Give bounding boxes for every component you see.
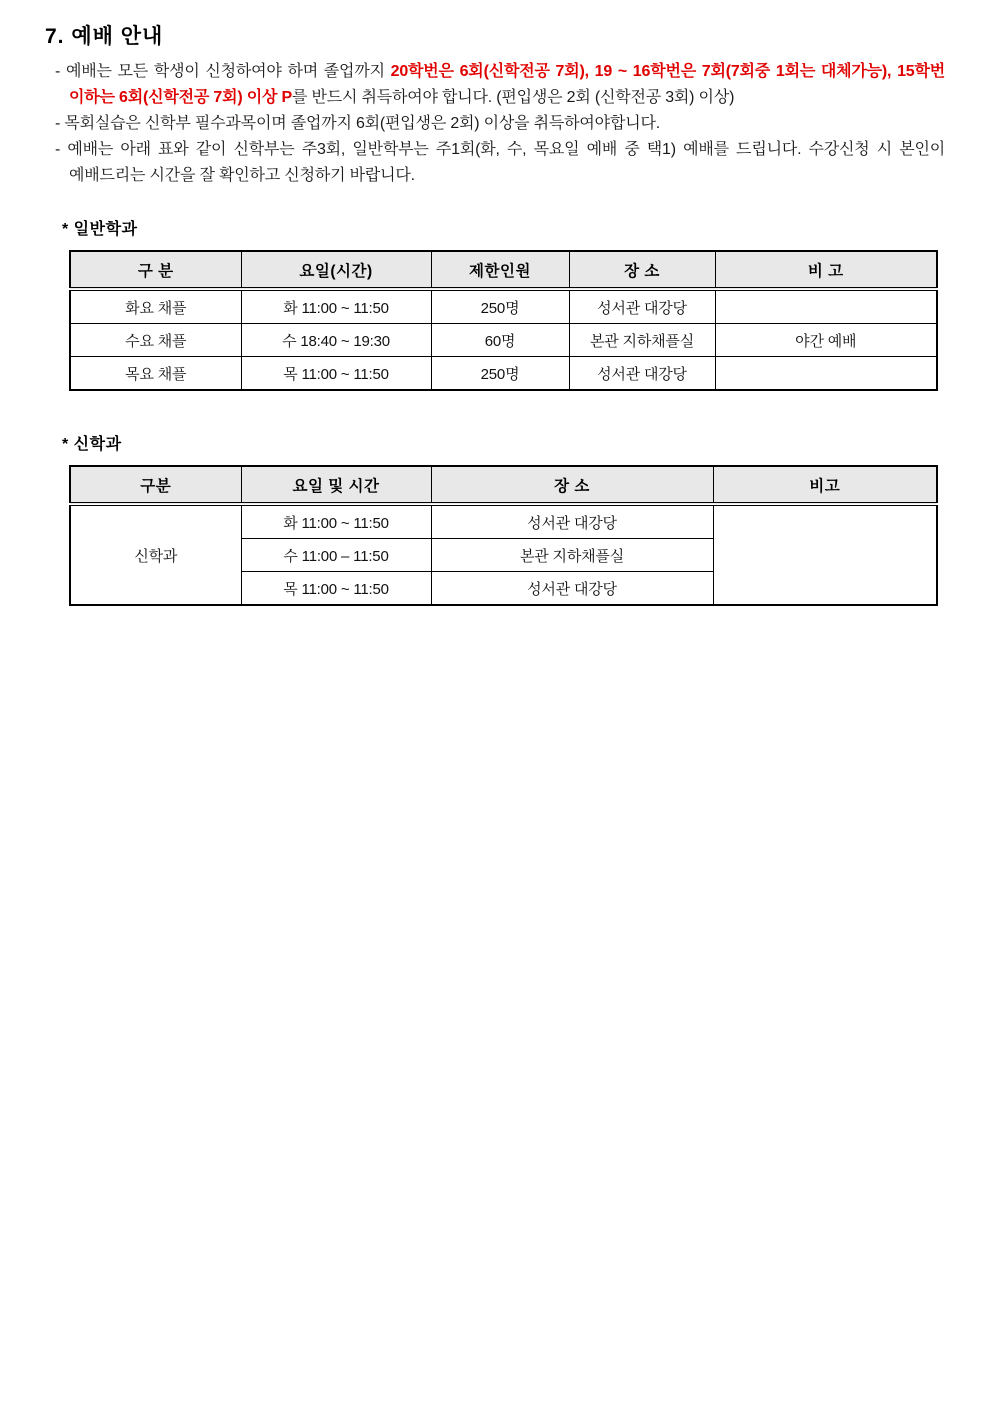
bullet-text-segment: 목회실습은 신학부 필수과목이며 졸업까지 6회(편입생은 2회) 이상을 취득하여야합니다. xyxy=(64,115,660,132)
cell-category: 목요 채플 xyxy=(70,357,241,391)
table-row-wednesday-chapel xyxy=(70,324,937,357)
theology-dept-table xyxy=(69,465,938,606)
cell-day-time: 목 11:00 ~ 11:50 xyxy=(241,572,431,606)
header-note: 비 고 xyxy=(715,251,937,289)
table-row-thursday-chapel xyxy=(70,357,937,391)
table-row-tuesday-chapel xyxy=(70,289,937,324)
cell-category: 수요 채플 xyxy=(70,324,241,357)
cell-day-time: 화 11:00 ~ 11:50 xyxy=(241,289,431,324)
cell-place: 본관 지하채플실 xyxy=(431,539,713,572)
table-row-theology-tuesday xyxy=(70,504,937,539)
bullet-dash: - xyxy=(55,63,66,80)
cell-day-time: 화 11:00 ~ 11:50 xyxy=(241,504,431,539)
document-page xyxy=(0,0,992,606)
header-capacity: 제한인원 xyxy=(431,251,569,289)
bullet-worship-requirement xyxy=(55,59,945,111)
bullet-text-segment: 예배는 아래 표와 같이 신학부는 주3회, 일반학부는 주1회(화, 수, 목요일 예배 중 택1) 예배를 드립니다. 수강신청 시 본인이 예배드리는 시간을 잘 확인하고 신청하기 바랍니다. xyxy=(67,141,946,184)
cell-capacity: 60명 xyxy=(431,324,569,357)
cell-place: 본관 지하채플실 xyxy=(569,324,715,357)
cell-capacity: 250명 xyxy=(431,289,569,324)
cell-category-merged: 신학과 xyxy=(70,504,241,605)
bullet-text-highlight: 20학번은 6회(신학전공 7회), 19 ~ 16학번은 7회(7회중 1회는 대체가능), 15학번 이하는 6회(신학전공 7회) 이상 P xyxy=(69,63,945,106)
bullet-text-segment: 예배는 모든 학생이 신청하여야 하며 졸업까지 xyxy=(65,63,391,80)
cell-day-time: 수 18:40 ~ 19:30 xyxy=(241,324,431,357)
general-dept-table xyxy=(69,250,938,391)
cell-note-merged xyxy=(713,504,937,605)
bullet-list xyxy=(55,59,945,189)
header-category: 구분 xyxy=(70,466,241,504)
header-day-time: 요일 및 시간 xyxy=(241,466,431,504)
cell-day-time: 수 11:00 – 11:50 xyxy=(241,539,431,572)
bullet-text-segment: 를 반드시 취득하여야 합니다. (편입생은 2회 (신학전공 3회) 이상) xyxy=(291,89,735,106)
cell-place: 성서관 대강당 xyxy=(569,357,715,391)
header-place: 장 소 xyxy=(569,251,715,289)
header-category: 구 분 xyxy=(70,251,241,289)
section-label-theology-dept: * 신학과 xyxy=(62,436,122,453)
table-header-row xyxy=(70,466,937,504)
cell-place: 성서관 대강당 xyxy=(431,504,713,539)
header-place: 장 소 xyxy=(431,466,713,504)
bullet-dash: - xyxy=(55,115,65,132)
cell-capacity: 250명 xyxy=(431,357,569,391)
section-label-general-dept: * 일반학과 xyxy=(62,221,138,238)
cell-note: 야간 예배 xyxy=(715,324,937,357)
table-header-row xyxy=(70,251,937,289)
header-day-time: 요일(시간) xyxy=(241,251,431,289)
bullet-dash: - xyxy=(55,141,68,158)
bullet-schedule-notice xyxy=(55,137,945,189)
page-title: 7. 예배 안내 xyxy=(45,25,164,48)
bullet-ministry-practice xyxy=(55,111,945,137)
cell-day-time: 목 11:00 ~ 11:50 xyxy=(241,357,431,391)
cell-note xyxy=(715,289,937,324)
cell-note xyxy=(715,357,937,391)
cell-category: 화요 채플 xyxy=(70,289,241,324)
cell-place: 성서관 대강당 xyxy=(569,289,715,324)
cell-place: 성서관 대강당 xyxy=(431,572,713,606)
header-note: 비고 xyxy=(713,466,937,504)
